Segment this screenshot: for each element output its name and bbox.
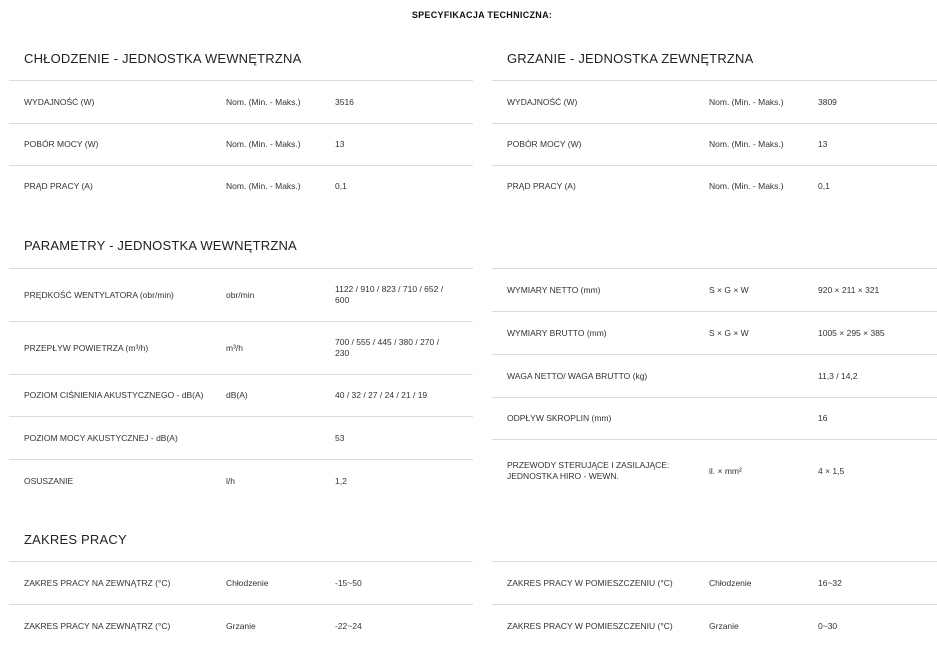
row-label: PRĄD PRACY (A) [24,181,93,191]
row-value: 0~30 [818,620,838,631]
row-value: 16 [818,413,828,423]
table-row [492,439,937,502]
row-label: ZAKRES PRACY W POMIESZCZENIU (°C) [507,577,673,588]
row-label: WYDAJNOŚĆ (W) [24,96,95,107]
table-row [9,604,473,647]
parameters-section-title: PARAMETRY - JEDNOSTKA WEWNĘTRZNA [24,238,297,253]
row-value: -22~24 [335,620,362,631]
row-label: POZIOM MOCY AKUSTYCZNEJ - dB(A) [24,432,178,443]
row-value: 13 [818,139,828,149]
row-value: -15~50 [335,577,362,588]
row-value: 1122 / 910 / 823 / 710 / 652 / 600 [335,284,444,305]
row-value: 13 [335,139,345,149]
range-left-table [9,561,473,647]
table-row [492,268,937,311]
row-value: 0,1 [335,181,347,191]
row-label: POBÓR MOCY (W) [507,139,582,149]
row-value: 1005 × 295 × 385 [818,327,885,338]
table-row [492,123,937,165]
row-value: 3809 [818,96,837,107]
table-row [492,165,937,207]
range-section-title: ZAKRES PRACY [24,532,127,547]
row-label: ZAKRES PRACY W POMIESZCZENIU (°C) [507,620,673,631]
row-unit: Grzanie [709,620,739,631]
row-unit: Chłodzenie [709,577,752,588]
row-value: 700 / 555 / 445 / 380 / 270 / 230 [335,337,439,358]
table-row [492,354,937,397]
row-unit: dB(A) [226,390,248,400]
row-value: 0,1 [818,181,830,191]
row-label: PRZEWODY STERUJĄCE I ZASILAJĄCE: JEDNOSTKA HIRO - WEWN. [507,460,670,481]
cooling-section-title: CHŁODZENIE - JEDNOSTKA WEWNĘTRZNA [24,51,302,66]
parameters-right-table [492,268,937,502]
table-row [9,561,473,604]
row-value: 1,2 [335,475,347,486]
table-row [9,80,473,123]
row-label: PRĄD PRACY (A) [507,181,576,191]
table-row [9,165,473,207]
row-value: 40 / 32 / 27 / 24 / 21 / 19 [335,390,428,400]
table-row [9,268,473,321]
row-label: ZAKRES PRACY NA ZEWNĄTRZ (°C) [24,620,171,631]
row-label: OSUSZANIE [24,475,74,486]
row-value: 920 × 211 × 321 [818,284,880,295]
heating-table [492,80,937,207]
row-value: 11,3 / 14,2 [818,370,858,381]
row-value: 3516 [335,96,354,107]
table-row [492,80,937,123]
table-row [9,374,473,416]
range-right-table [492,561,937,647]
table-row [9,321,473,374]
row-label: WYMIARY BRUTTO (mm) [507,327,607,338]
row-unit: Nom. (Min. - Maks.) [226,96,301,107]
row-unit: Nom. (Min. - Maks.) [709,181,784,191]
row-unit: Grzanie [226,620,256,631]
row-unit: l/h [226,475,235,486]
row-unit: il. × mm² [709,465,742,476]
row-label: ZAKRES PRACY NA ZEWNĄTRZ (°C) [24,577,171,588]
row-label: WAGA NETTO/ WAGA BRUTTO (kg) [507,370,648,381]
row-unit: Nom. (Min. - Maks.) [709,96,784,107]
row-value: 53 [335,432,345,443]
row-label: WYMIARY NETTO (mm) [507,284,601,295]
table-row [492,561,937,604]
row-value: 4 × 1,5 [818,465,845,476]
row-unit: Nom. (Min. - Maks.) [226,139,301,149]
heating-section-title: GRZANIE - JEDNOSTKA ZEWNĘTRZNA [507,51,754,66]
row-unit: S × G × W [709,284,749,295]
row-unit: Chłodzenie [226,577,269,588]
row-label: WYDAJNOŚĆ (W) [507,96,578,107]
row-unit: Nom. (Min. - Maks.) [709,139,784,149]
page-title: SPECYFIKACJA TECHNICZNA: [411,10,553,20]
table-row [492,397,937,439]
row-label: ODPŁYW SKROPLIN (mm) [507,413,612,423]
table-row [9,459,473,502]
row-unit: Nom. (Min. - Maks.) [226,181,301,191]
table-row [9,416,473,459]
table-row [492,311,937,354]
row-unit: m³/h [226,342,243,353]
row-label: PRZEPŁYW POWIETRZA (m³/h) [24,342,149,353]
row-value: 16~32 [818,577,842,588]
row-label: POBÓR MOCY (W) [24,139,99,149]
row-label: PRĘDKOŚĆ WENTYLATORA (obr/min) [24,289,174,300]
cooling-table [9,80,473,207]
table-row [492,604,937,647]
row-unit: obr/min [226,289,255,300]
row-label: POZIOM CIŚNIENIA AKUSTYCZNEGO - dB(A) [24,390,204,400]
table-row [9,123,473,165]
parameters-left-table [9,268,473,502]
row-unit: S × G × W [709,327,749,338]
